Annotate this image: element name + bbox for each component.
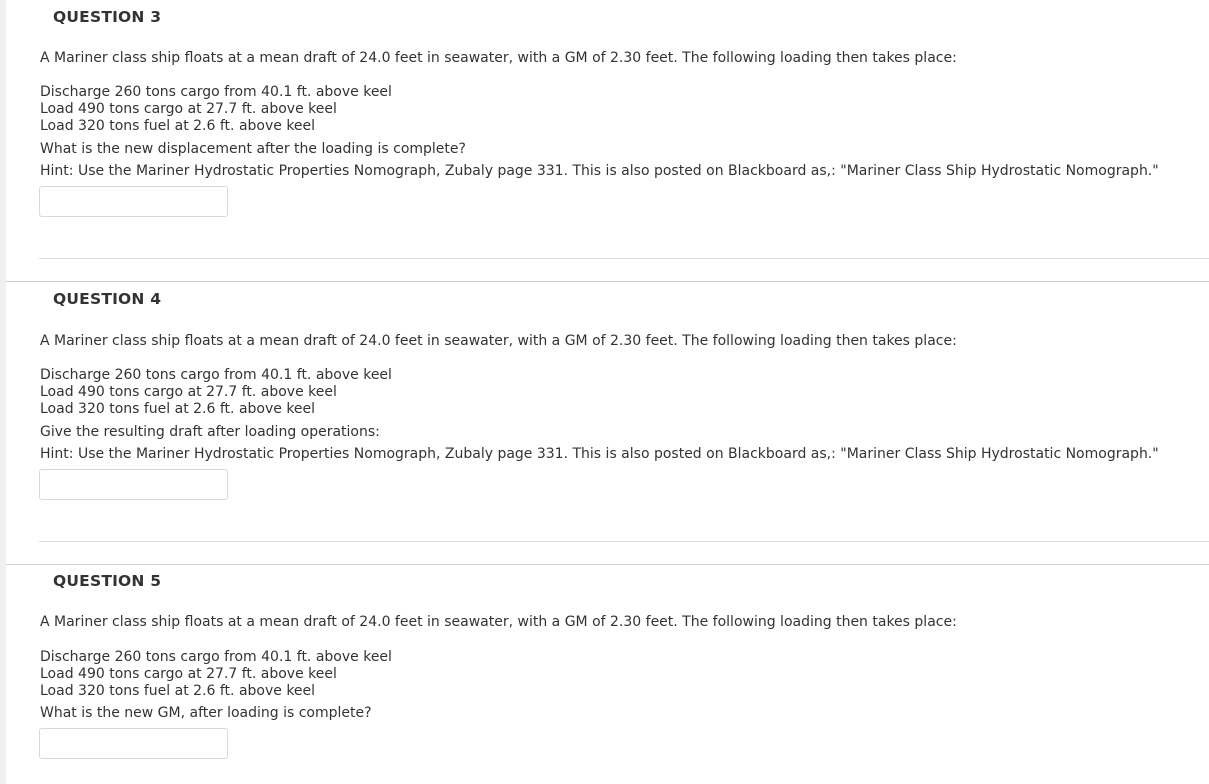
question-hint: Hint: Use the Mariner Hydrostatic Properties Nomograph, Zubaly page 331. This is also posted on Blackboard as,: "Mariner Class Ship Hydrostatic Nomograph." xyxy=(40,163,1159,179)
operations-list xyxy=(40,649,392,700)
operation-item: Discharge 260 tons cargo from 40.1 ft. above keel xyxy=(40,367,392,383)
operation-item: Load 320 tons fuel at 2.6 ft. above keel xyxy=(40,683,316,699)
question-title: QUESTION 3 xyxy=(53,8,162,26)
operation-item: Discharge 260 tons cargo from 40.1 ft. above keel xyxy=(40,649,392,665)
question-5 xyxy=(6,565,1209,784)
question-hint: Hint: Use the Mariner Hydrostatic Properties Nomograph, Zubaly page 331. This is also posted on Blackboard as,: "Mariner Class Ship Hydrostatic Nomograph." xyxy=(40,446,1159,462)
question-prompt: What is the new GM, after loading is complete? xyxy=(40,705,372,721)
operation-item: Load 490 tons cargo at 27.7 ft. above keel xyxy=(40,101,337,117)
operation-item: Load 320 tons fuel at 2.6 ft. above keel xyxy=(40,401,316,417)
question-intro: A Mariner class ship floats at a mean draft of 24.0 feet in seawater, with a GM of 2.30 feet. The following loading then takes place: xyxy=(40,333,957,349)
operations-list xyxy=(40,84,392,135)
answer-input[interactable] xyxy=(39,469,228,500)
question-intro: A Mariner class ship floats at a mean draft of 24.0 feet in seawater, with a GM of 2.30 feet. The following loading then takes place: xyxy=(40,50,957,66)
question-3 xyxy=(6,0,1209,282)
operation-item: Load 320 tons fuel at 2.6 ft. above keel xyxy=(40,118,316,134)
section-divider xyxy=(6,281,1209,282)
answer-input[interactable] xyxy=(39,186,228,217)
operation-item: Load 490 tons cargo at 27.7 ft. above keel xyxy=(40,666,337,682)
answer-input[interactable] xyxy=(39,728,228,759)
divider xyxy=(39,258,1209,259)
question-title: QUESTION 4 xyxy=(53,290,162,308)
question-title: QUESTION 5 xyxy=(53,572,162,590)
operation-item: Load 490 tons cargo at 27.7 ft. above keel xyxy=(40,384,337,400)
divider xyxy=(39,541,1209,542)
operations-list xyxy=(40,367,392,418)
question-4 xyxy=(6,283,1209,565)
question-intro: A Mariner class ship floats at a mean draft of 24.0 feet in seawater, with a GM of 2.30 feet. The following loading then takes place: xyxy=(40,614,957,630)
operation-item: Discharge 260 tons cargo from 40.1 ft. above keel xyxy=(40,84,392,100)
question-prompt: What is the new displacement after the loading is complete? xyxy=(40,141,466,157)
question-prompt: Give the resulting draft after loading operations: xyxy=(40,424,380,440)
